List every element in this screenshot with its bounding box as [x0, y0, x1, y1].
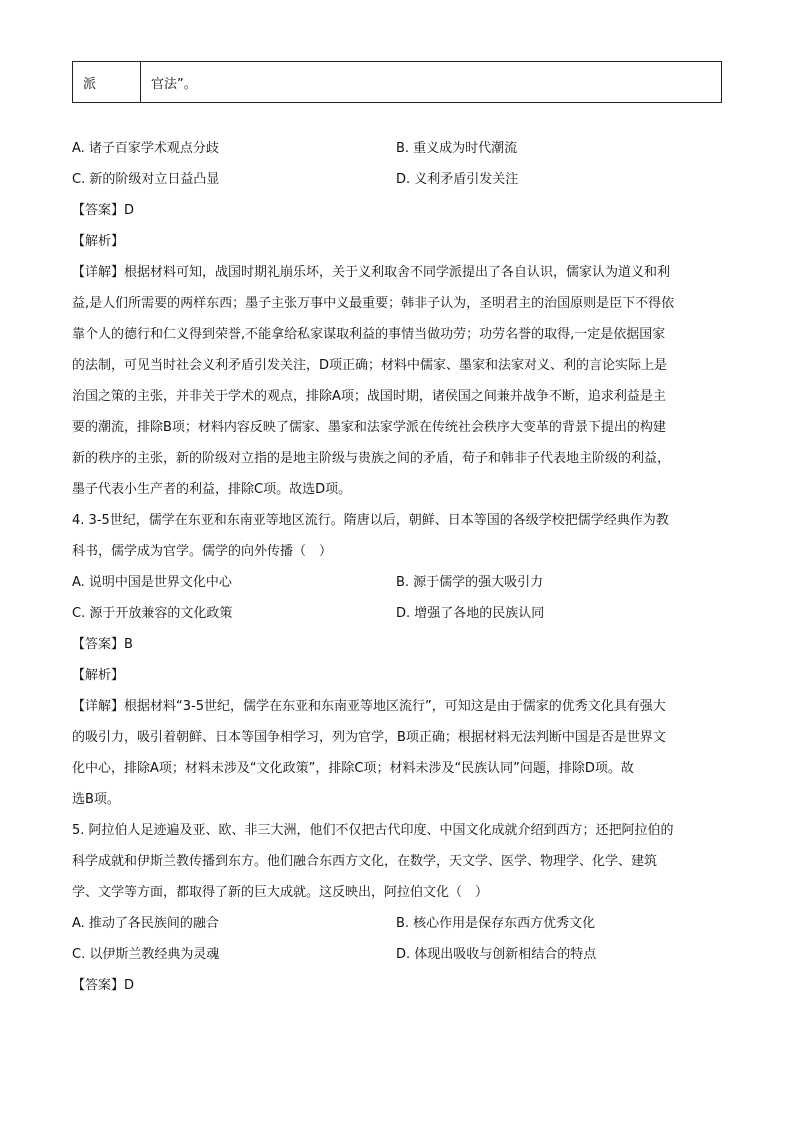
q3-answer: 【答案】D — [72, 203, 135, 218]
q3-detail-line: 【详解】根据材料可知，战国时期礼崩乐坏，关于义利取舍不同学派提出了各自认识，儒家认为道义和利 — [72, 265, 671, 280]
table-row — [73, 62, 722, 103]
q4-options-row-1 — [72, 567, 722, 598]
q3-option-a: A. 诸子百家学术观点分歧 — [72, 141, 219, 156]
q5-stem — [72, 815, 722, 908]
q5-answer: 【答案】D — [72, 978, 135, 993]
q5-option-a: A. 推动了各民族间的融合 — [72, 916, 219, 931]
q3-analysis-label: 【解析】 — [72, 234, 125, 249]
q3-detail-line: 新的秩序的主张，新的阶级对立指的是地主阶级与贵族之间的矛盾，荀子和韩非子代表地主阶级的利益， — [72, 451, 671, 466]
q4-options-row-2 — [72, 598, 722, 629]
q4-detail — [72, 691, 722, 815]
q3-option-c: C. 新的阶级对立日益凸显 — [72, 172, 220, 187]
q5-option-b: B. 核心作用是保存东西方优秀文化 — [396, 916, 596, 931]
q3-detail-line: 的法制，可见当时社会义利矛盾引发关注，D项正确；材料中儒家、墨家和法家对义、利的言论实际上是 — [72, 358, 668, 373]
q3-detail-line: 治国之策的主张，并非关于学术的观点，排除A项；战国时期，诸侯国之间兼并战争不断，追求利益是主 — [72, 389, 666, 404]
q4-stem-line: 科书，儒学成为官学。儒学的向外传播（ ） — [72, 544, 333, 559]
q4-answer: 【答案】B — [72, 637, 133, 652]
q4-stem-line: 4. 3-5世纪，儒学在东亚和东南亚等地区流行。隋唐以后，朝鲜、日本等国的各级学校把儒学经典作为教 — [72, 513, 669, 528]
q4-analysis-label: 【解析】 — [72, 668, 125, 683]
material-table-fragment — [72, 61, 722, 103]
q5-stem-line: 5. 阿拉伯人足迹遍及亚、欧、非三大洲，他们不仅把古代印度、中国文化成就介绍到西方；还把阿拉伯的 — [72, 823, 674, 838]
q3-detail-line: 要的潮流，排除B项；材料内容反映了儒家、墨家和法家学派在传统社会秩序大变革的背景下提出的构建 — [72, 420, 666, 435]
q3-detail-line: 靠个人的德行和仁义得到荣誉,不能拿给私家谋取利益的事情当做功劳；功劳名誉的取得,一定是依据国家 — [72, 327, 666, 342]
q3-detail — [72, 257, 722, 505]
q3-option-b: B. 重义成为时代潮流 — [396, 141, 518, 156]
q3-options-row-1 — [72, 133, 722, 164]
q3-detail-line: 墨子代表小生产者的利益，排除C项。故选D项。 — [72, 482, 352, 497]
q3-options-row-2 — [72, 164, 722, 195]
q4-stem — [72, 505, 722, 567]
q4-detail-line: 【详解】根据材料“3-5世纪，儒学在东亚和东南亚等地区流行”，可知这是由于儒家的优秀文化具有强大 — [72, 699, 666, 714]
q4-detail-line: 化中心，排除A项；材料未涉及“文化政策”，排除C项；材料未涉及“民族认同”问题，排除D项。故 — [72, 761, 634, 776]
table-cell-school: 派 — [73, 62, 141, 103]
q5-stem-line: 学、文学等方面，都取得了新的巨大成就。这反映出，阿拉伯文化（ ） — [72, 885, 489, 900]
q4-detail-line: 的吸引力，吸引着朝鲜、日本等国争相学习，列为官学，B项正确；根据材料无法判断中国是否是世界文 — [72, 730, 666, 745]
q4-option-a: A. 说明中国是世界文化中心 — [72, 575, 232, 590]
q3-option-d: D. 义利矛盾引发关注 — [396, 172, 519, 187]
q5-option-c: C. 以伊斯兰教经典为灵魂 — [72, 947, 220, 962]
q4-option-d: D. 增强了各地的民族认同 — [396, 606, 545, 621]
table-cell-quote: 官法”。 — [141, 62, 722, 103]
q4-option-b: B. 源于儒学的强大吸引力 — [396, 575, 544, 590]
q4-detail-line: 选B项。 — [72, 792, 120, 807]
page — [72, 61, 722, 1001]
q5-option-d: D. 体现出吸收与创新相结合的特点 — [396, 947, 597, 962]
q5-stem-line: 科学成就和伊斯兰教传播到东方。他们融合东西方文化，在数学，天文学、医学、物理学、化学、建筑 — [72, 854, 658, 869]
q4-option-c: C. 源于开放兼容的文化政策 — [72, 606, 233, 621]
q5-options-row-2 — [72, 939, 722, 970]
q3-detail-line: 益,是人们所需要的两样东西；墨子主张万事中义最重要；韩非子认为，圣明君主的治国原则是臣下不得依 — [72, 296, 675, 311]
q5-options-row-1 — [72, 908, 722, 939]
